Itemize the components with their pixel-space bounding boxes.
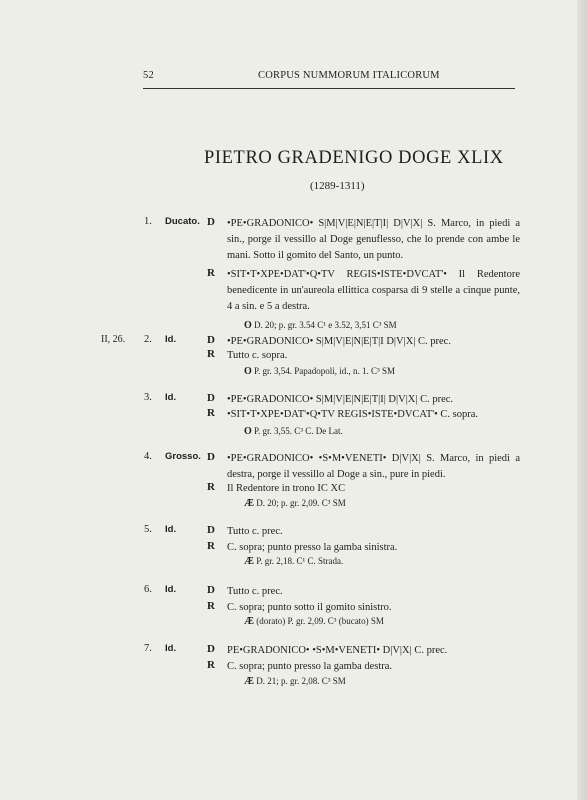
coin-type: Id. (165, 584, 177, 595)
reverse-symbol: R (207, 600, 215, 612)
specimen-data (244, 366, 395, 377)
entry-number: 4. (144, 451, 152, 462)
metal-mark: O (244, 426, 252, 437)
weight-notes: P. gr. 2,18. C¹ C. Strada. (256, 556, 344, 566)
reverse-symbol: R (207, 407, 215, 419)
reverse-description: C. sopra; punto presso la gamba sinistra. (227, 542, 398, 553)
obverse-symbol: D (207, 392, 215, 404)
obverse-description: •PE•GRADONICO• S|M|V|E|N|E|T|I D|V|X| C. prec. (227, 336, 451, 347)
obverse-symbol: D (207, 216, 215, 228)
coin-type: Id. (165, 643, 177, 654)
obverse-description: PE•GRADONICO• •S•M•VENETI• D|V|X| C. prec. (227, 645, 448, 656)
entry-number: 6. (144, 584, 152, 595)
reverse-symbol: R (207, 659, 215, 671)
entry-number: 3. (144, 392, 152, 403)
obverse-description: Tutto c. prec. (227, 526, 283, 537)
metal-mark: O (244, 320, 252, 331)
page-number: 52 (143, 70, 154, 81)
reverse-symbol: R (207, 540, 215, 552)
coin-type: Id. (165, 524, 177, 535)
section-title: PIETRO GRADENIGO DOGE XLIX (204, 148, 504, 168)
reverse-description: Il Redentore in trono IC XC (227, 483, 346, 494)
reverse-symbol: R (207, 267, 215, 279)
obverse-symbol: D (207, 584, 215, 596)
reverse-description: C. sopra; punto presso la gamba destra. (227, 661, 393, 672)
obverse-description: •PE•GRADONICO• •S•M•VENETI• D|V|X| S. Marco, in piedi a destra, porge il vessillo al Doge a sin., pure in piedi. (227, 453, 520, 480)
coin-type: Id. (165, 392, 177, 403)
weight-notes: D. 21; p. gr. 2,08. C³ SM (256, 676, 346, 686)
coin-type: Id. (165, 334, 177, 345)
metal-mark: O (244, 366, 252, 377)
reverse-description: •SIT•T•XPE•DAT'•Q•TV REGIS•ISTE•DVCAT'• Il Redentore benedicente in un'aureola ellittica cosparsa di 9 stelle a cinque punte, 4 a sin. e 5 a destra. (227, 269, 520, 312)
entry-number: 2. (144, 334, 152, 345)
entry-number: 1. (144, 216, 152, 227)
obverse-symbol: D (207, 524, 215, 536)
specimen-data (244, 426, 343, 437)
metal-mark: Æ (244, 616, 254, 627)
weight-notes: P. gr. 3,54. Papadopoli, id., n. 1. C³ SM (254, 366, 395, 376)
obverse-description: •PE•GRADONICO• S|M|V|E|N|E|T|I| D|V|X| S. Marco, in piedi a sin., porge il vessillo al Doge genuflesso, che lo prende con ambe le mani. Sotto il gomito del Santo, un punto. (227, 218, 520, 261)
metal-mark: Æ (244, 556, 254, 567)
reverse-description: C. sopra; punto sotto il gomito sinistro. (227, 602, 392, 613)
running-title: CORPUS NUMMORUM ITALICORUM (258, 70, 440, 81)
obverse-description: Tutto c. prec. (227, 586, 283, 597)
specimen-data (244, 320, 397, 331)
binding-edge (577, 0, 587, 800)
obverse-description: •PE•GRADONICO• S|M|V|E|N|E|T|I| D|V|X| C. prec. (227, 394, 454, 405)
obverse-symbol: D (207, 334, 215, 346)
weight-notes: D. 20; p. gr. 3.54 C¹ e 3.52, 3,51 C³ SM (254, 320, 397, 330)
reverse-symbol: R (207, 481, 215, 493)
reference: II, 26. (101, 334, 126, 345)
specimen-data (244, 616, 384, 627)
entry-number: 5. (144, 524, 152, 535)
specimen-data (244, 556, 343, 567)
obverse-symbol: D (207, 451, 215, 463)
weight-notes: (dorato) P. gr. 2,09. C³ (bucato) SM (256, 616, 384, 626)
specimen-data (244, 498, 346, 509)
specimen-data (244, 676, 346, 687)
weight-notes: D. 20; p. gr. 2,09. C³ SM (256, 498, 346, 508)
obverse-symbol: D (207, 643, 215, 655)
reign-dates: (1289-1311) (310, 180, 365, 192)
coin-type: Ducato. (165, 216, 200, 227)
coin-type: Grosso. (165, 451, 201, 462)
entry-number: 7. (144, 643, 152, 654)
reverse-symbol: R (207, 348, 215, 360)
metal-mark: Æ (244, 676, 254, 687)
reverse-description: •SIT•T•XPE•DAT'•Q•TV REGIS•ISTE•DVCAT'• C. sopra. (227, 409, 479, 420)
metal-mark: Æ (244, 498, 254, 509)
reverse-description: Tutto c. sopra. (227, 350, 288, 361)
header-rule (143, 88, 515, 89)
weight-notes: P. gr. 3,55. C³ C. De Lat. (254, 426, 343, 436)
